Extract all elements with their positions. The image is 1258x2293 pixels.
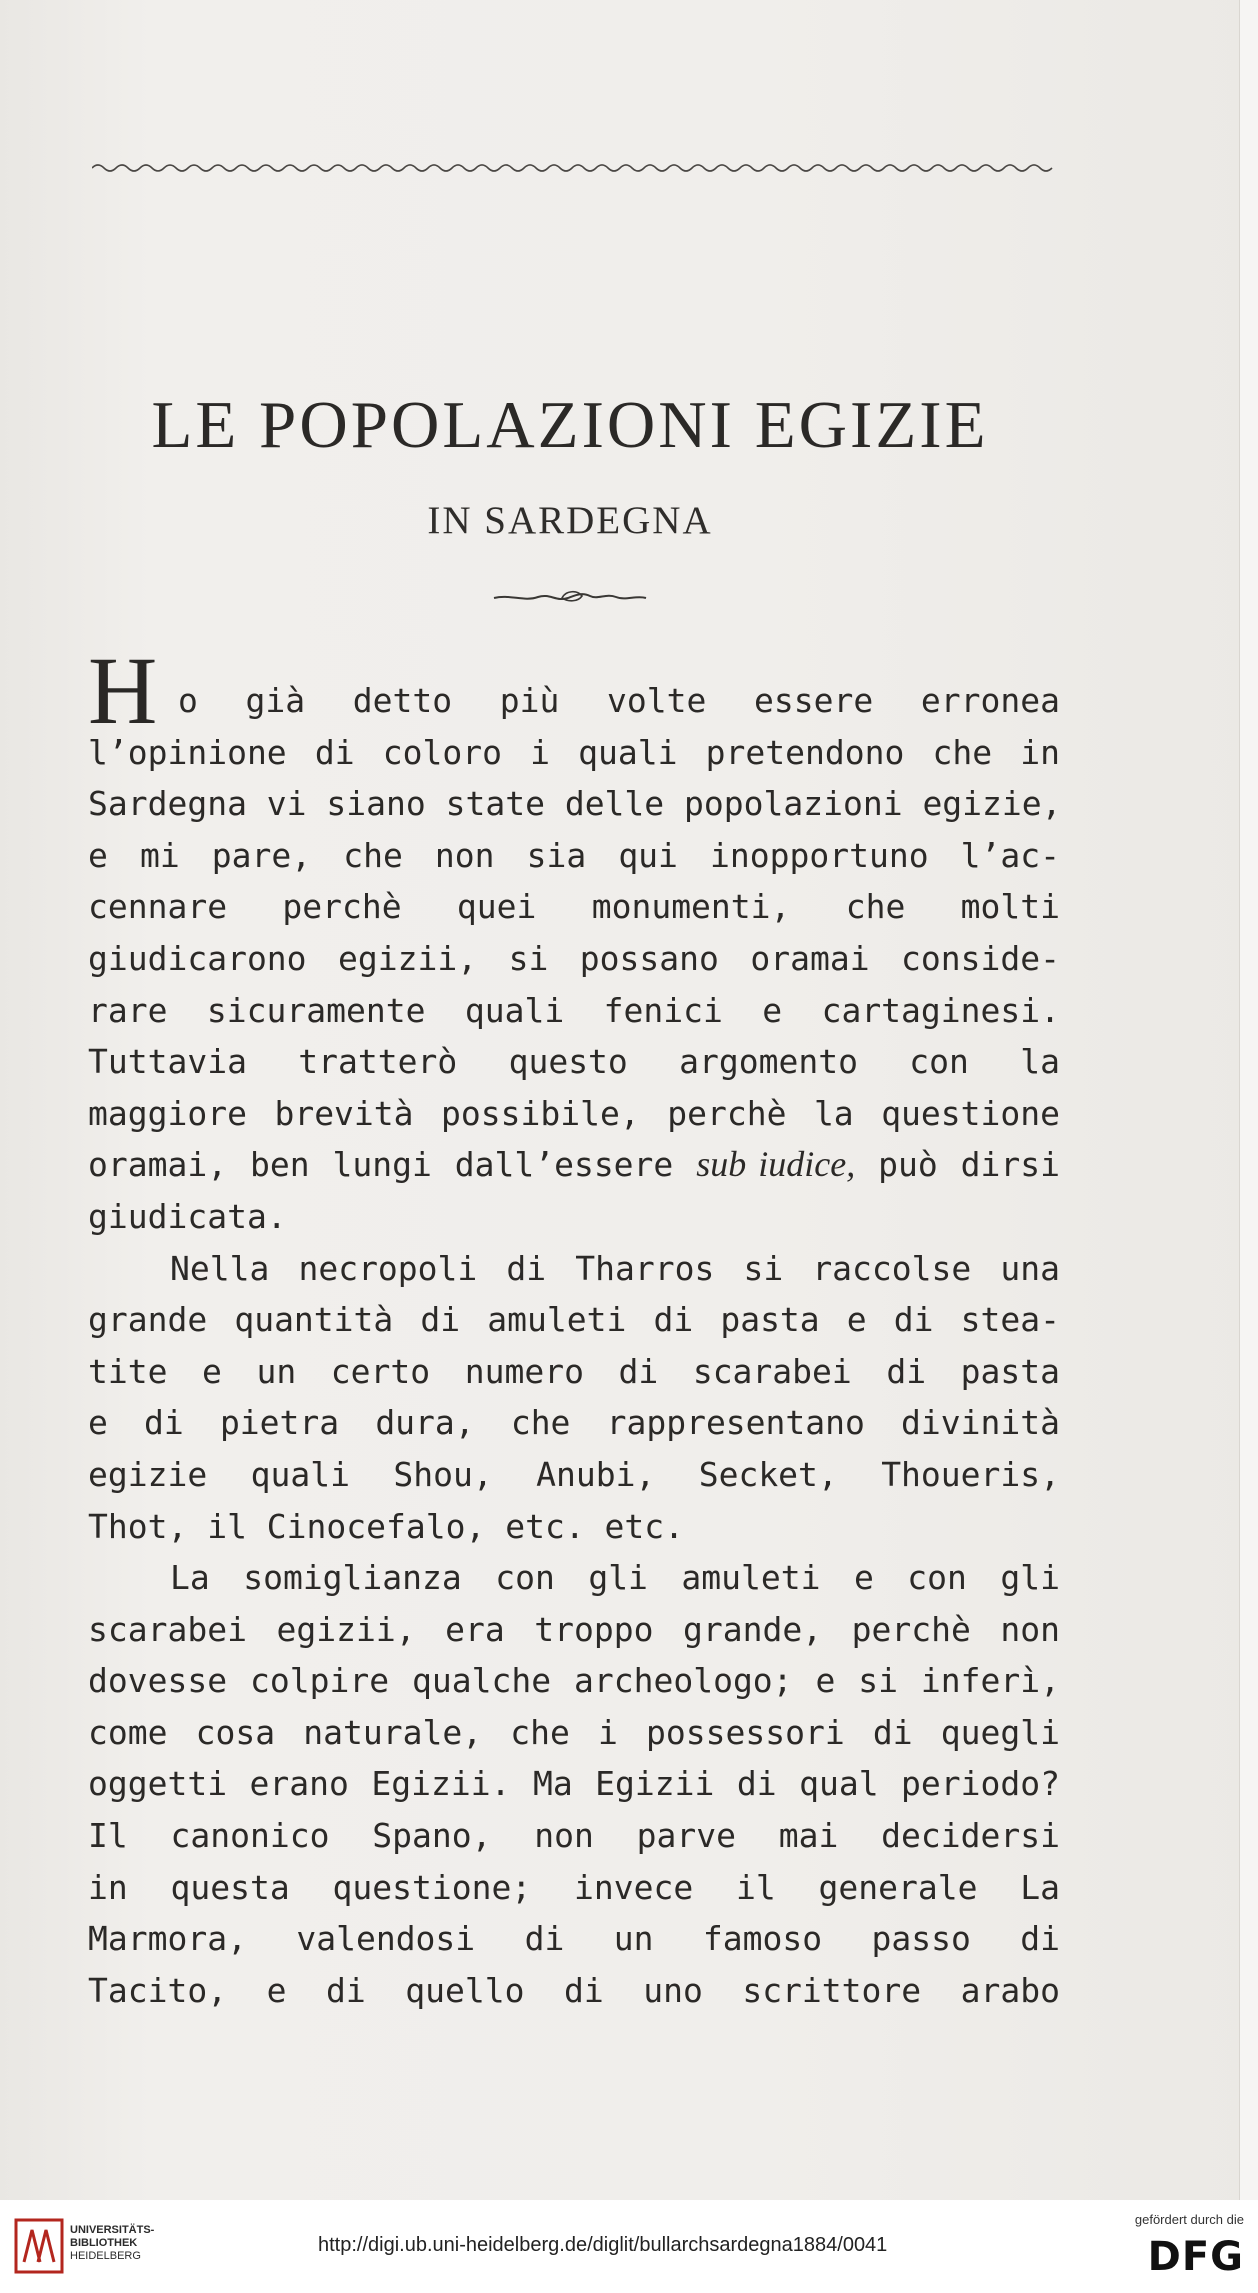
university-library-logo-icon xyxy=(14,2218,64,2274)
text-line: La somiglianza con gli amuleti e con gli xyxy=(170,1558,1060,1598)
text-line: giudicata. xyxy=(88,1196,287,1236)
institution-name xyxy=(70,2224,154,2263)
sponsor-caption: gefördert durch die xyxy=(1134,2212,1244,2227)
text-line: Tacito, e di quello di uno scrittore arabo xyxy=(88,1970,1060,2010)
text-line: rare sicuramente quali fenici e cartaginesi. xyxy=(88,990,1060,1030)
text-line-with-italic xyxy=(88,1139,1060,1191)
text-line xyxy=(88,637,1060,744)
source-url-link[interactable]: http://digi.ub.uni-heidelberg.de/diglit/bullarchsardegna1884/0041 xyxy=(318,2234,888,2256)
text-line: dovesse colpire qualche archeologo; e si inferì, xyxy=(88,1661,1060,1701)
institution-line: HEIDELBERG xyxy=(70,2250,141,2262)
footer-bar xyxy=(0,2200,1258,2293)
text-line: Tuttavia tratterò questo argomento con la xyxy=(88,1042,1060,1082)
paragraph-3 xyxy=(88,1552,1060,2016)
text-line: cennare perchè quei monumenti, che molti xyxy=(88,887,1060,927)
text-line: giudicarono egizii, si possano oramai conside- xyxy=(88,938,1060,978)
text-line: maggiore brevità possibile, perchè la questione xyxy=(88,1093,1060,1133)
text-line: come cosa naturale, che i possessori di quegli xyxy=(88,1712,1060,1752)
paragraph-1 xyxy=(88,637,1062,1243)
text-line: Marmora, valendosi di un famoso passo di xyxy=(88,1919,1060,1959)
text-line: Il canonico Spano, non parve mai decidersi xyxy=(88,1816,1060,1856)
page-edge xyxy=(1239,0,1258,2200)
text-line: egizie quali Shou, Anubi, Secket, Thoueris, xyxy=(88,1454,1060,1494)
line-text: o già detto più volte essere erronea xyxy=(178,681,1060,720)
text-line: in questa questione; invece il generale La xyxy=(88,1867,1060,1907)
drop-cap: H xyxy=(88,637,158,744)
ornament-flourish xyxy=(490,584,650,610)
line-text: può dirsi xyxy=(855,1145,1060,1185)
text-line: Thot, il Cinocefalo, etc. etc. xyxy=(88,1506,685,1546)
text-line: scarabei egizii, era troppo grande, perchè non xyxy=(88,1609,1060,1649)
body-text xyxy=(88,637,1062,2016)
text-line: Sardegna vi siano state delle popolazioni egizie, xyxy=(88,784,1062,824)
text-line: e di pietra dura, che rappresentano divinità xyxy=(88,1403,1060,1443)
text-line: e mi pare, che non sia qui inopportuno l’ac- xyxy=(88,835,1060,875)
page-title: LE POPOLAZIONI EGIZIE xyxy=(151,388,989,462)
text-line: oggetti erano Egizii. Ma Egizii di qual periodo? xyxy=(88,1764,1060,1804)
line-text: oramai, ben lungi dall’essere xyxy=(88,1145,697,1185)
text-line: l’opinione di coloro i quali pretendono che in xyxy=(88,732,1060,772)
italic-phrase: sub iudice, xyxy=(696,1144,856,1185)
dfg-logo: DFG xyxy=(1147,2234,1244,2280)
paragraph-2 xyxy=(88,1243,1060,1553)
text-line: tite e un certo numero di scarabei di pasta xyxy=(88,1351,1060,1391)
institution-line: BIBLIOTHEK xyxy=(70,2237,138,2249)
text-line: grande quantità di amuleti di pasta e di stea- xyxy=(88,1300,1060,1340)
text-line: Nella necropoli di Tharros si raccolse una xyxy=(170,1248,1060,1288)
wavy-rule-divider xyxy=(92,156,1058,180)
institution-line: UNIVERSITÄTS- xyxy=(70,2224,155,2236)
page-subtitle: IN SARDEGNA xyxy=(427,499,713,542)
